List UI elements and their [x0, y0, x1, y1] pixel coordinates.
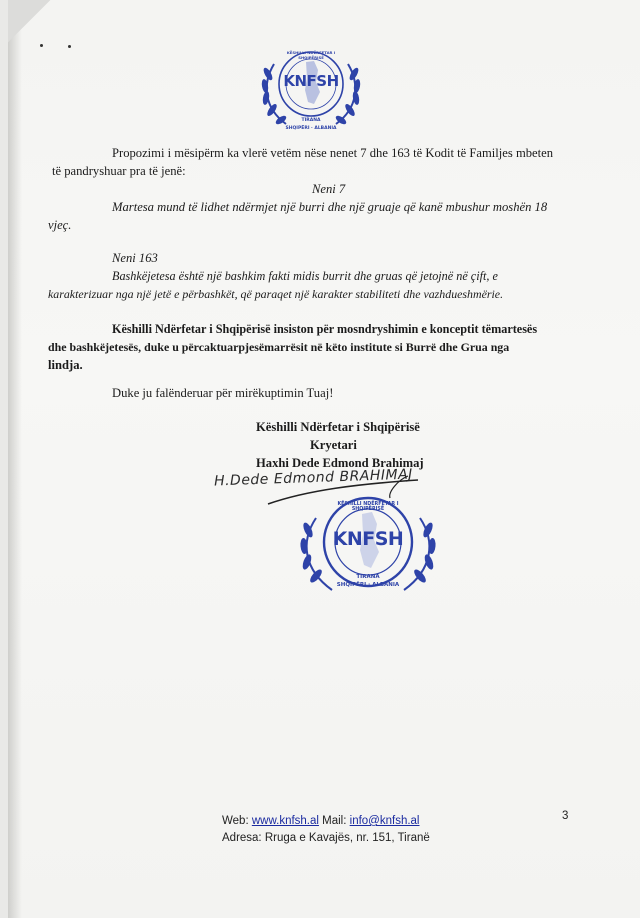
article-163-heading: Neni 163	[112, 251, 158, 265]
stamp-org-ring: KËSHILLI NDËRFETAR I SHQIPËRISË	[337, 502, 399, 512]
article-7-line-2: vjeç.	[48, 218, 72, 232]
intro-line-2: të pandryshuar pra të jenë:	[52, 164, 186, 178]
speck	[40, 44, 43, 47]
article-163-line-2: karakterizuar nga një jetë e përbashkët, që paraqet një karakter stabiliteti dhe vazhdueshmërie.	[48, 287, 504, 301]
web-label: Web:	[222, 815, 249, 827]
mail-link[interactable]: info@knfsh.al	[349, 815, 420, 827]
page-edge-shadow	[8, 0, 22, 918]
logo-country: SHQIPËRI · ALBANIA	[285, 126, 337, 131]
footer-contacts	[222, 815, 420, 827]
page-number: 3	[562, 810, 569, 822]
logo-org-ring: KËSHILLI NDËRFETAR I SHQIPËRISË	[286, 50, 336, 60]
intro-line-1: Propozimi i mësipërm ka vlerë vetëm nëse nenet 7 dhe 163 të Kodit të Familjes mbeten	[112, 146, 554, 160]
speck	[68, 45, 71, 48]
logo-acronym: KNFSH	[283, 72, 339, 90]
article-163-line-1: Bashkëjetesa është një bashkim fakti midis burrit dhe gruas që jetojnë në çift, e	[112, 269, 498, 283]
footer-address: Adresa: Rruga e Kavajës, nr. 151, Tiranë	[222, 832, 430, 844]
insist-line-3: lindja.	[48, 358, 83, 372]
mail-label: Mail:	[322, 815, 347, 827]
web-link[interactable]: www.knfsh.al	[251, 815, 319, 827]
signature-role: Kryetari	[310, 438, 357, 452]
document-page	[8, 0, 640, 918]
folded-corner	[8, 0, 50, 42]
insist-line-1: Këshilli Ndërfetar i Shqipërisë insiston për mosndryshimin e konceptit tëmartesës	[112, 322, 538, 336]
stamp-city: TIRANA	[356, 574, 380, 580]
logo-city: TIRANA	[301, 118, 321, 123]
knfsh-logo	[256, 44, 366, 136]
signature-name: Haxhi Dede Edmond Brahimaj	[256, 456, 424, 470]
thanks-line: Duke ju falënderuar për mirëkuptimin Tuaj!	[112, 386, 334, 400]
stamp-country: SHQIPËRI · ALBANIA	[336, 582, 400, 588]
signature-org: Këshilli Ndërfetar i Shqipërisë	[256, 420, 420, 434]
handwritten-signature: H.Dede Edmond BRAHIMAJ	[213, 466, 414, 490]
article-7-heading: Neni 7	[312, 182, 346, 196]
insist-line-2: dhe bashkëjetesës, duke u përcaktuarpjesëmarrësit në këto institute si Burrë dhe Grua nga	[48, 340, 510, 354]
stamp-acronym: KNFSH	[332, 528, 404, 550]
knfsh-stamp	[298, 490, 438, 600]
article-7-line-1: Martesa mund të lidhet ndërmjet një burri dhe një gruaje që kanë mbushur moshën 18	[112, 200, 548, 214]
